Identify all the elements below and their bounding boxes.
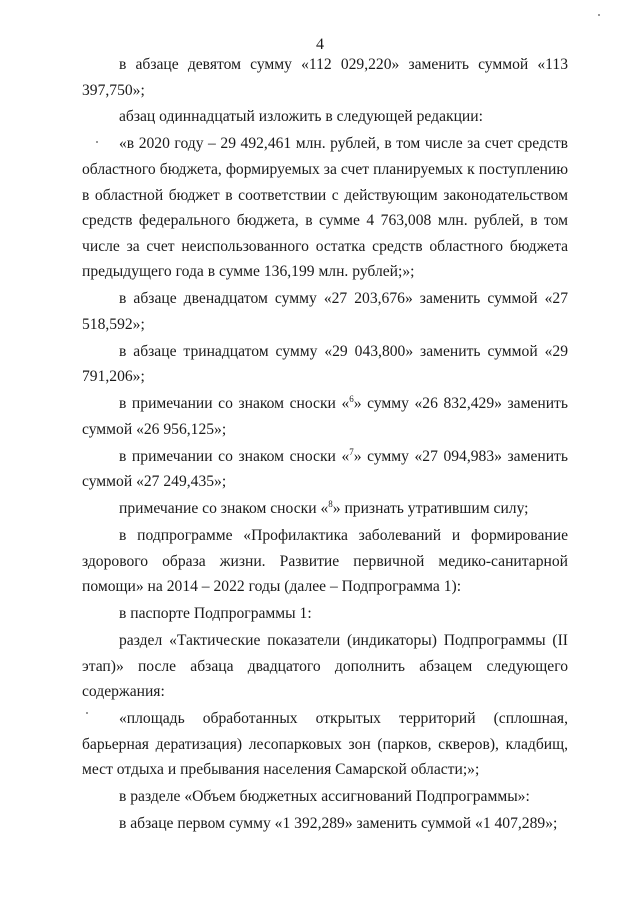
scan-speck: [86, 712, 88, 714]
paragraph-text: в паспорте Подпрограммы 1:: [119, 605, 312, 623]
page-number: 4: [316, 36, 324, 53]
paragraph-text: в абзаце девятом сумму «112 029,220» заменить суммой «113 397,750»;: [82, 56, 568, 99]
footnote-mark: 8: [328, 498, 333, 509]
scan-speck: [96, 141, 98, 143]
paragraph: [82, 784, 568, 810]
paragraph-text: «в 2020 году – 29 492,461 млн. рублей, в том числе за счет средств областного бюджета, формируемых за счет планируемых к поступлению в областной бюджет в соответствии с действующим законодательством средств федерального бюджета, в сумме 4 763,008 млн. рублей, в том числе за счет неиспользованного остатка средств областного бюджета предыдущего года в сумме 136,199 млн. рублей;»;: [82, 135, 568, 281]
paragraph: [82, 706, 568, 783]
paragraph-text: примечание со знаком сноски «: [119, 500, 329, 518]
paragraph-text: в примечании со знаком сноски «: [119, 447, 350, 465]
paragraph: [82, 52, 568, 103]
paragraph-text: в подпрограмме «Профилактика заболеваний и формирование здорового образа жизни. Развитие первичной медико-санитарной помощи» на 2014 – 2022 годы (далее – Подпрограмма 1):: [82, 527, 568, 596]
paragraph: [82, 523, 568, 600]
paragraph: [82, 104, 568, 130]
paragraph: [82, 811, 568, 837]
paragraph: [82, 131, 568, 285]
paragraph: [82, 444, 568, 495]
paragraph: [82, 286, 568, 337]
document-body: [82, 52, 568, 838]
paragraph-text: в абзаце тринадцатом сумму «29 043,800» заменить суммой «29 791,206»;: [82, 342, 568, 386]
paragraph: [82, 391, 568, 442]
paragraph-text: » сумму «27 094,983» заменить суммой «27 249,435»;: [82, 447, 568, 491]
footnote-mark: 7: [349, 446, 354, 457]
paragraph-text: в примечании со знаком сноски «: [119, 395, 350, 413]
paragraph: [82, 496, 568, 522]
paragraph-text: в абзаце первом сумму «1 392,289» заменить суммой «1 407,289»;: [119, 815, 558, 833]
paragraph: [82, 628, 568, 705]
paragraph-text: в абзаце двенадцатом сумму «27 203,676» заменить суммой «27 518,592»;: [82, 290, 568, 333]
paragraph-text: » сумму «26 832,429» заменить суммой «26 956,125»;: [82, 395, 568, 438]
paragraph-text: » признать утратившим силу;: [332, 500, 529, 518]
footnote-mark: 6: [349, 394, 354, 405]
paragraph-text: абзац одиннадцатый изложить в следующей редакции:: [119, 108, 483, 126]
paragraph: [82, 601, 568, 627]
paragraph-text: в разделе «Объем бюджетных ассигнований Подпрограммы»:: [119, 788, 530, 806]
paragraph-text: раздел «Тактические показатели (индикаторы) Подпрограммы (II этап)» после абзаца двадцатого дополнить абзацем следующего содержания:: [82, 632, 568, 701]
paragraph: [82, 339, 568, 390]
paragraph-text: «площадь обработанных открытых территорий (сплошная, барьерная дератизация) лесопарковых зон (парков, скверов), кладбищ, мест отдыха и пребывания населения Самарской области;»;: [82, 710, 568, 779]
scan-speck: [598, 14, 600, 16]
